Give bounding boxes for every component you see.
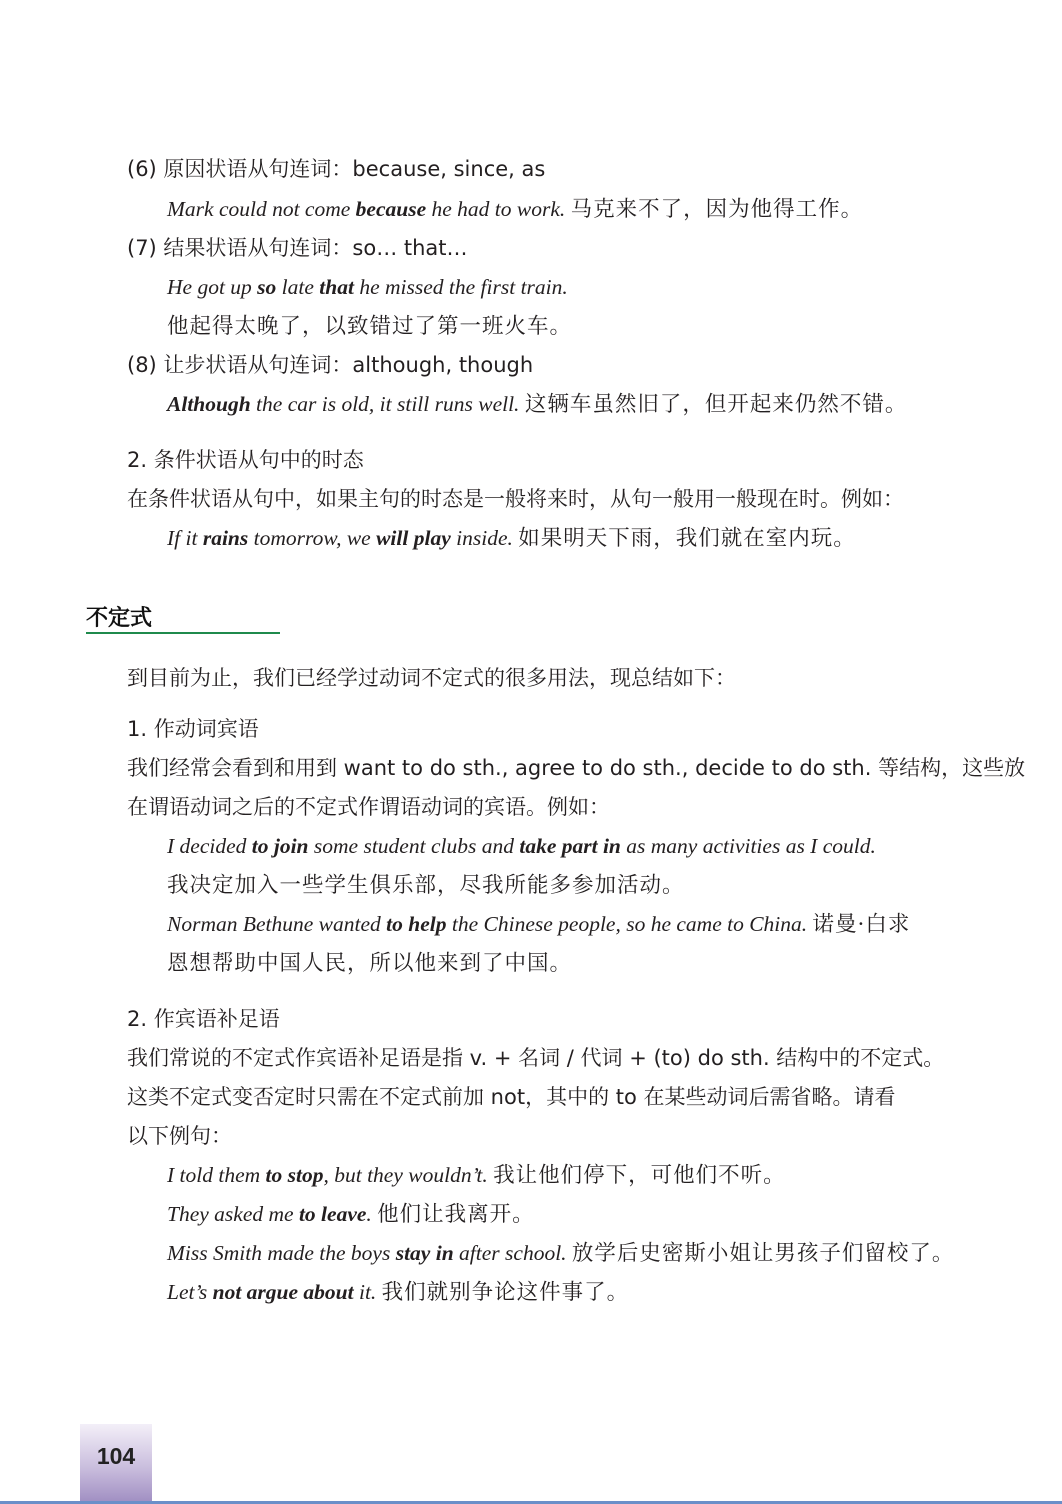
infinitive-intro: 到目前为止，我们已经学过动词不定式的很多用法，现总结如下：	[127, 666, 736, 690]
example-translation: 恩想帮助中国人民，所以他来到了中国。	[167, 951, 573, 976]
example-sentence: He got up so late that he missed the first train.	[167, 275, 568, 299]
complement-usage-heading: 2. 作宾语补足语	[127, 1007, 280, 1031]
example-sentence: Mark could not come because he had to work. 马克来不了，因为他得工作。	[167, 197, 864, 222]
example-sentence: Let’s not argue about it. 我们就别争论这件事了。	[167, 1280, 630, 1305]
section-title-underline	[86, 632, 280, 634]
complement-usage-text: 这类不定式变否定时只需在不定式前加 not，其中的 to 在某些动词后需省略。请看	[127, 1085, 896, 1109]
complement-usage-text: 我们常说的不定式作宾语补足语是指 v. + 名词 / 代词 + (to) do sth. 结构中的不定式。	[127, 1046, 945, 1070]
example-translation: 他起得太晚了，以致错过了第一班火车。	[167, 314, 573, 339]
item-8-heading: (8) 让步状语从句连词：although, though	[127, 353, 534, 377]
example-sentence: If it rains tomorrow, we will play inside. 如果明天下雨，我们就在室内玩。	[167, 526, 856, 551]
example-sentence: Although the car is old, it still runs well. 这辆车虽然旧了，但开起来仍然不错。	[167, 392, 908, 417]
complement-usage-text: 以下例句：	[127, 1124, 232, 1148]
example-sentence: Miss Smith made the boys stay in after school. 放学后史密斯小姐让男孩子们留校了。	[167, 1241, 955, 1266]
object-usage-heading: 1. 作动词宾语	[127, 717, 259, 741]
conditional-tense-heading: 2. 条件状语从句中的时态	[127, 448, 364, 472]
section-title-infinitive: 不定式	[86, 606, 153, 631]
example-sentence: I told them to stop, but they wouldn’t. 我让他们停下，可他们不听。	[167, 1163, 786, 1188]
page-number: 104	[96, 1443, 136, 1469]
example-sentence: Norman Bethune wanted to help the Chinese people, so he came to China. 诺曼·白求	[167, 912, 911, 937]
object-usage-text: 我们经常会看到和用到 want to do sth., agree to do sth., decide to do sth. 等结构，这些放	[127, 756, 1026, 780]
conditional-tense-text: 在条件状语从句中，如果主句的时态是一般将来时，从句一般用一般现在时。例如：	[127, 487, 904, 511]
item-6-heading: (6) 原因状语从句连词：because, since, as	[127, 157, 546, 181]
example-sentence: They asked me to leave. 他们让我离开。	[167, 1202, 535, 1227]
example-translation: 我决定加入一些学生俱乐部，尽我所能多参加活动。	[167, 873, 685, 898]
object-usage-text: 在谓语动词之后的不定式作谓语动词的宾语。例如：	[127, 795, 610, 819]
item-7-heading: (7) 结果状语从句连词：so… that…	[127, 236, 468, 260]
example-sentence: I decided to join some student clubs and take part in as many activities as I could.	[167, 834, 876, 858]
